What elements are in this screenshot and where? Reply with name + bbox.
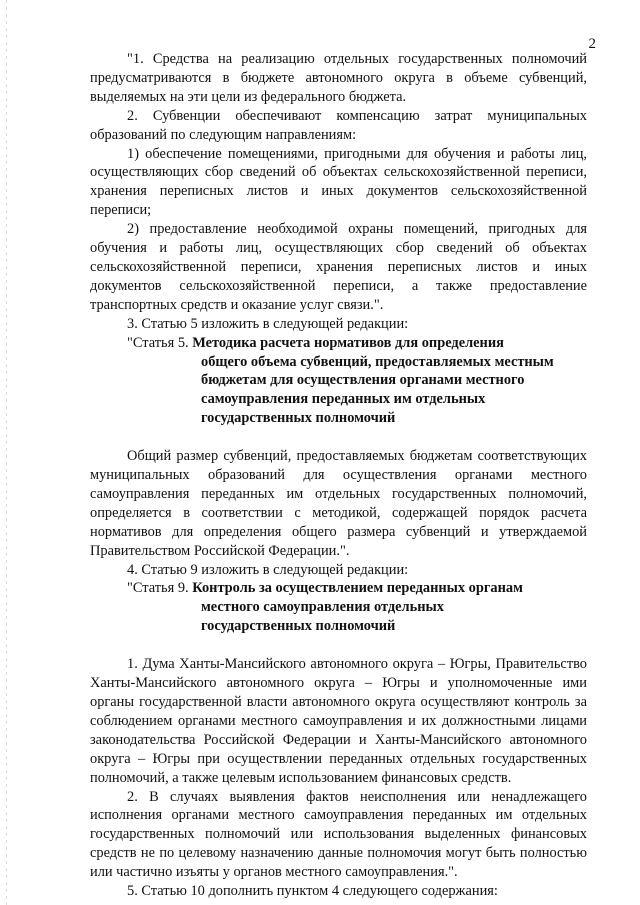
paragraph: 3. Статью 5 изложить в следующей редакции: xyxy=(127,315,409,332)
paragraph: 4. Статью 9 изложить в следующей редакции: xyxy=(127,561,409,578)
article-5-title-line: государственных полномочий xyxy=(201,410,396,427)
spacer xyxy=(90,428,587,447)
article-9-title: Контроль за осуществлением переданных органам xyxy=(192,580,523,597)
article-5-title-line: самоуправления переданных им отдельных xyxy=(201,391,486,408)
paragraph: 2. В случаях выявления фактов неисполнения или ненадлежащего исполнения органами местного самоуправления переданных им отдельных государственных полномочий или использования выделенных финансовых средств не по целевому назначению данные полномочия могут быть полностью или частично изъяты у органов местного самоуправления.". xyxy=(90,788,587,881)
page-number: 2 xyxy=(588,36,596,52)
paragraph: Общий размер субвенций, предоставляемых бюджетам соответствующих муниципальных образований для осуществления органами местного самоуправления переданных им отдельных государственных полномочий, определяется в соответствии с методикой, содержащей порядок расчета нормативов для определения общего размера субвенций и утверждаемой Правительством Российской Федерации.". xyxy=(90,448,587,559)
paragraph: 2. Субвенции обеспечивают компенсацию затрат муниципальных образований по следующим направлениям: xyxy=(90,107,587,143)
paragraph: 5. Статью 10 дополнить пунктом 4 следующего содержания: xyxy=(127,883,498,900)
paragraph: 2) предоставление необходимой охраны помещений, пригодных для обучения и работы лиц, осуществляющих сбор сведений об объектах сельскохозяйственной переписи, хранения переписных листов и иных документов сельскохозяйственной переписи, а также предоставление транспортных средств и оказание услуг связи.". xyxy=(90,221,587,313)
article-5-heading xyxy=(90,334,587,429)
article-9-lead: "Статья 9. xyxy=(127,580,189,597)
article-5-title-line: общего объема субвенций, предоставляемых местным xyxy=(201,353,554,370)
paragraph: 1. Дума Ханты-Мансийского автономного округа – Югры, Правительство Ханты-Мансийского автономного округа – Югры и уполномоченные ими органы государственной власти автономного округа осуществляют контроль за соблюдением органами местного самоуправления и их должностными лицами законодательства Российской Федерации и Ханты-Мансийского автономного округа – Югры при осуществлении переданных отдельных государственных полномочий, а также целевым использованием финансовых средств. xyxy=(90,656,587,786)
article-9-heading xyxy=(90,579,587,636)
paragraph: 1) обеспечение помещениями, пригодными для обучения и работы лиц, осуществляющих сбор сведений об объектах сельскохозяйственной переписи, хранения переписных листов и иных документов сельскохозяйственной переписи; xyxy=(90,145,587,219)
document-body xyxy=(90,50,587,901)
article-9-title-line: местного самоуправления отдельных xyxy=(201,599,444,616)
article-9-title-line: государственных полномочий xyxy=(201,618,396,635)
article-5-title-line: бюджетам для осуществления органами местного xyxy=(201,372,525,389)
paragraph: "1. Средства на реализацию отдельных государственных полномочий предусматриваются в бюджете автономного округа в объеме субвенций, выделяемых на эти цели из федерального бюджета. xyxy=(90,51,587,105)
article-5-lead: "Статья 5. xyxy=(127,334,189,351)
spacer xyxy=(90,636,587,655)
scan-edge-artifact xyxy=(6,0,7,905)
article-5-title: Методика расчета нормативов для определения xyxy=(192,334,504,351)
